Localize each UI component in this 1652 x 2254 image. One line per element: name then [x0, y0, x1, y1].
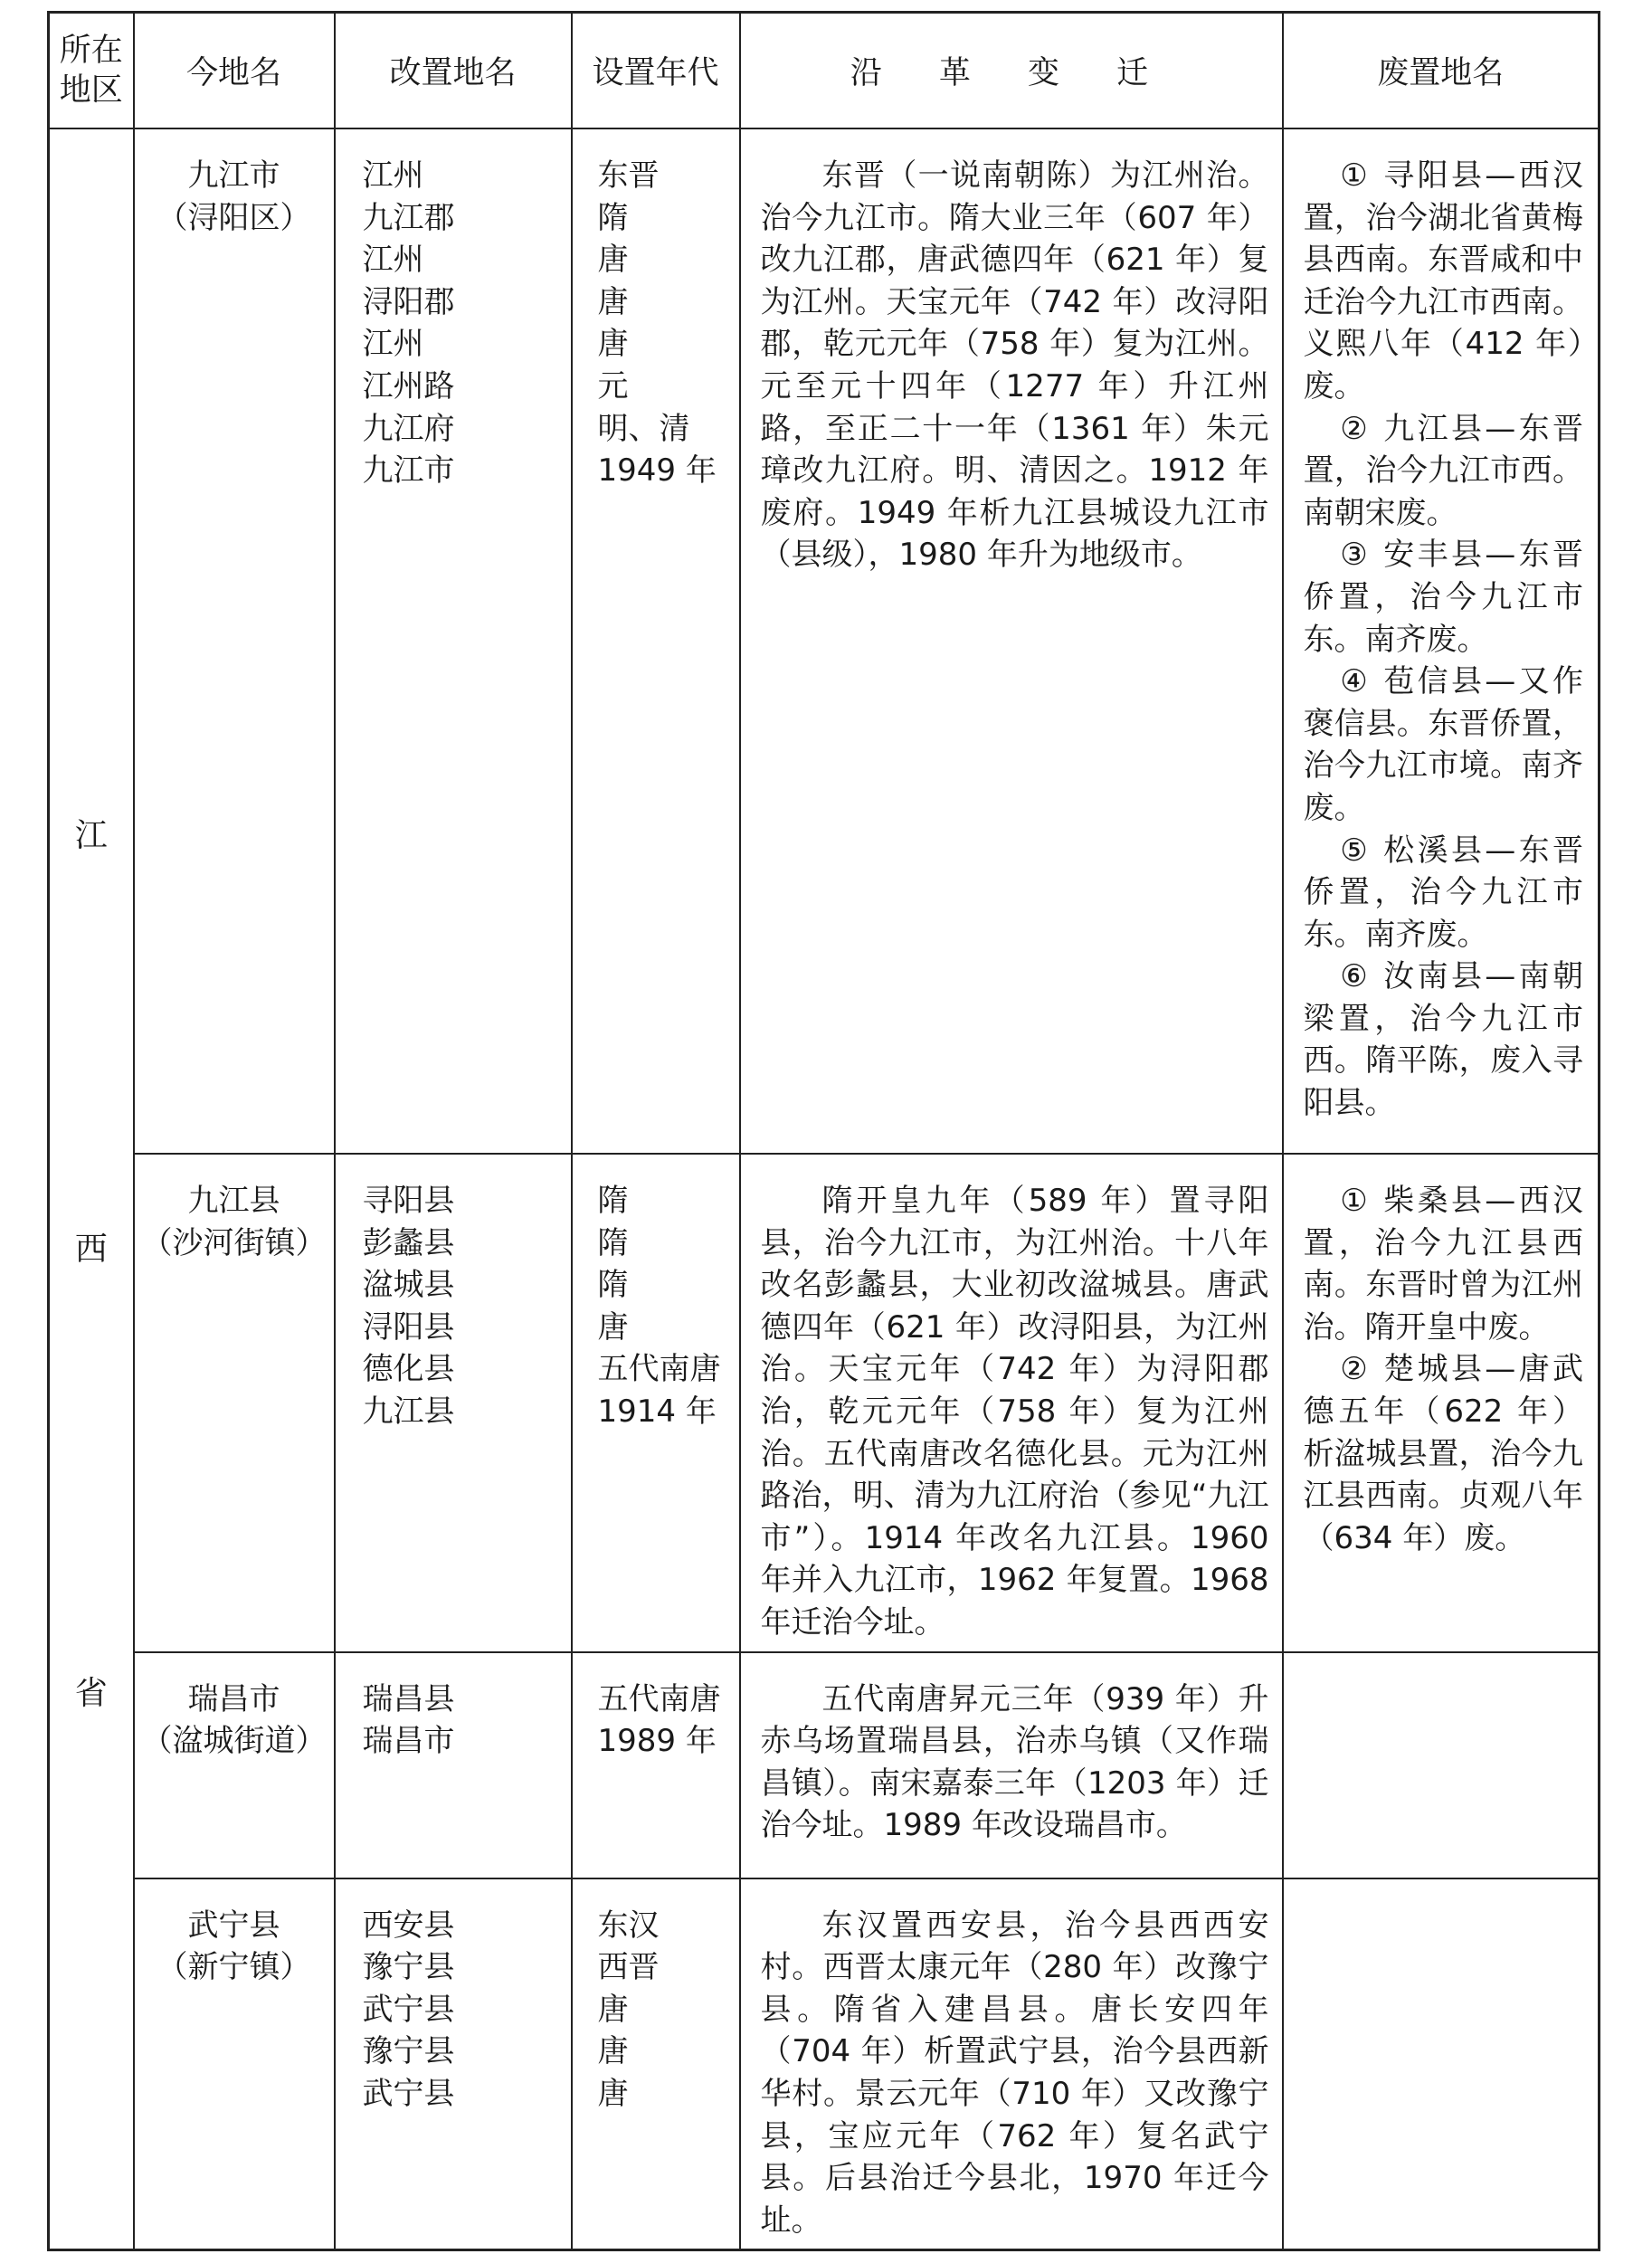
- header-region-line1: 所在: [59, 33, 123, 69]
- current-name-block: [135, 1155, 334, 1271]
- history-text: 东晋（一说南朝陈）为江州治。治今九江市。隋大业三年（607 年）改九江郡，唐武德四年（621 年）复为江州。天宝元年（742 年）改浔阳郡，乾元元年（758 年）复为江州。元至元十四年（1277 年）升江州路，至正二十一年（1361 年）朱元璋改九江府。明、清因之。1912 年废府。1949 年析九江县城设九江市（县级），1980 年升为地级市。: [760, 157, 1269, 574]
- renamed-item: 九江郡: [362, 199, 455, 236]
- era-item: 元: [597, 367, 629, 404]
- history-cell: [740, 1154, 1283, 1652]
- era-item: 唐: [597, 1991, 629, 2028]
- era-item: 五代南唐: [597, 1680, 721, 1717]
- era-item: 唐: [597, 2075, 629, 2112]
- abolished-list: [1284, 1879, 1599, 1912]
- renamed-item: 豫宁县: [362, 2033, 455, 2070]
- era-item: 唐: [597, 242, 629, 279]
- history-text: 东汉置西安县，治今县西西安村。西晋太康元年（280 年）改豫宁县。隋省入建昌县。唐长安四年（704 年）析置武宁县，治今县西新华村。景云元年（710 年）又改豫宁县，宝应元年（762 年）复名武宁县。后县治迁今县北，1970 年迁今址。: [760, 1907, 1269, 2239]
- region-cell: [49, 128, 134, 2250]
- renamed-item: 瑞昌县: [362, 1680, 455, 1717]
- renamed-list: [336, 1155, 571, 1441]
- era-list: [573, 129, 739, 499]
- header-history-text: 沿 革 变 迁: [850, 55, 1173, 91]
- era-item: 唐: [597, 283, 629, 320]
- renamed-item: 江州: [362, 157, 424, 194]
- renamed-item: 瑞昌市: [362, 1723, 455, 1760]
- current-name-block: [135, 129, 334, 246]
- region-char: 省: [74, 1675, 108, 1712]
- renamed-list: [336, 1653, 571, 1770]
- history-text: 隋开皇九年（589 年）置寻阳县，治今九江市，为江州治。十八年改名彭蠡县，大业初改湓城县。唐武德四年（621 年）改浔阳县，为江州治。天宝元年（742 年）为浔阳郡治，乾元元年（758 年）复为江州治。五代南唐改名德化县。元为江州路治，明、清为九江府治（参见“九江市”）。1914 年改名九江县。1960 年并入九江市，1962 年复置。1968 年迁治今址。: [760, 1183, 1269, 1641]
- era-item: 1914 年: [597, 1393, 717, 1430]
- renamed-item: 彭蠡县: [362, 1224, 455, 1261]
- history-block: [741, 129, 1282, 584]
- header-row: [49, 13, 1600, 129]
- era-item: 唐: [597, 2033, 629, 2070]
- abolished-item: ③ 安丰县—东晋侨置，治今九江市东。南齐废。: [1303, 537, 1583, 658]
- renamed-item: 武宁县: [362, 2075, 455, 2112]
- renamed-item: 九江市: [362, 452, 455, 490]
- current-name: 武宁县: [187, 1907, 280, 1944]
- abolished-list: [1284, 1653, 1599, 1686]
- era-item: 隋: [597, 1183, 629, 1219]
- era-item: 唐: [597, 1308, 629, 1346]
- era-cell: [572, 1154, 740, 1652]
- renamed-item: 湓城县: [362, 1267, 455, 1304]
- abolished-list: [1284, 1155, 1599, 1566]
- current-name-block: [135, 1879, 334, 1996]
- table-row: [49, 1878, 1600, 2250]
- renamed-item: 武宁县: [362, 1991, 455, 2028]
- abolished-item: ④ 苞信县—又作褒信县。东晋侨置，治今九江市境。南齐废。: [1303, 663, 1583, 826]
- header-current-name: 今地名: [134, 13, 335, 129]
- region-char: 江: [74, 817, 108, 854]
- renamed-item: 江州: [362, 242, 424, 279]
- renamed-item: 九江县: [362, 1393, 455, 1430]
- era-item: 五代南唐: [597, 1351, 721, 1388]
- renamed-item: 德化县: [362, 1351, 455, 1388]
- era-cell: [572, 1652, 740, 1878]
- abolished-item: ② 九江县—东晋置，治今九江市西。南朝宋废。: [1303, 410, 1583, 531]
- gazetteer-table: [47, 11, 1600, 2251]
- renamed-cell: [335, 128, 572, 1154]
- era-item: 1989 年: [597, 1723, 717, 1760]
- region-char: 西: [74, 1231, 108, 1268]
- current-name: 瑞昌市: [187, 1680, 280, 1717]
- renamed-item: 西安县: [362, 1907, 455, 1944]
- current-name-cell: [134, 1154, 335, 1652]
- abolished-cell: [1283, 128, 1600, 1154]
- renamed-cell: [335, 1154, 572, 1652]
- county-seat: （新宁镇）: [157, 1949, 311, 1986]
- era-list: [573, 1879, 739, 2123]
- era-item: 唐: [597, 326, 629, 363]
- header-history: [740, 13, 1283, 129]
- current-name-cell: [134, 128, 335, 1154]
- abolished-item: ① 寻阳县—西汉置，治今湖北省黄梅县西南。东晋咸和中迁治今九江市西南。义熙八年（412 年）废。: [1303, 157, 1583, 404]
- county-seat: （沙河街镇）: [141, 1224, 327, 1261]
- renamed-list: [336, 1879, 571, 2123]
- current-name: 九江县: [187, 1183, 280, 1219]
- table-row: [49, 128, 1600, 1154]
- abolished-cell: [1283, 1652, 1600, 1878]
- header-abolished: 废置地名: [1283, 13, 1600, 129]
- current-name: 九江市: [187, 157, 280, 194]
- county-seat: （湓城街道）: [141, 1723, 327, 1760]
- renamed-item: 豫宁县: [362, 1949, 455, 1986]
- header-region-line2: 地区: [59, 72, 123, 109]
- history-block: [741, 1155, 1282, 1651]
- renamed-item: 寻阳县: [362, 1183, 455, 1219]
- renamed-cell: [335, 1652, 572, 1878]
- era-item: 东晋: [597, 157, 660, 194]
- abolished-cell: [1283, 1878, 1600, 2250]
- history-cell: [740, 1878, 1283, 2250]
- era-item: 隋: [597, 199, 629, 236]
- abolished-item: ⑥ 汝南县—南朝梁置，治今九江市西。隋平陈，废入寻阳县。: [1303, 958, 1583, 1122]
- era-list: [573, 1155, 739, 1441]
- history-cell: [740, 128, 1283, 1154]
- county-seat: （浔阳区）: [157, 199, 311, 236]
- era-item: 西晋: [597, 1949, 660, 1986]
- renamed-list: [336, 129, 571, 499]
- abolished-item: ① 柴桑县—西汉置，治今九江县西南。东晋时曾为江州治。隋开皇中废。: [1303, 1183, 1583, 1346]
- era-list: [573, 1653, 739, 1770]
- history-text: 五代南唐昇元三年（939 年）升赤乌场置瑞昌县，治赤乌镇（又作瑞昌镇）。南宋嘉泰三年（1203 年）迁治今址。1989 年改设瑞昌市。: [760, 1680, 1269, 1844]
- abolished-item: ② 楚城县—唐武德五年（622 年）析湓城县置，治今九江县西南。贞观八年（634 年）废。: [1303, 1351, 1583, 1556]
- header-renamed: 改置地名: [335, 13, 572, 129]
- renamed-item: 江州: [362, 326, 424, 363]
- header-era: 设置年代: [572, 13, 740, 129]
- table-row: [49, 1652, 1600, 1878]
- renamed-item: 江州路: [362, 367, 455, 404]
- abolished-list: [1284, 129, 1599, 1132]
- era-cell: [572, 1878, 740, 2250]
- era-item: 隋: [597, 1267, 629, 1304]
- era-item: 1949 年: [597, 452, 717, 490]
- renamed-cell: [335, 1878, 572, 2250]
- era-item: 隋: [597, 1224, 629, 1261]
- era-item: 东汉: [597, 1907, 660, 1944]
- abolished-cell: [1283, 1154, 1600, 1652]
- current-name-block: [135, 1653, 334, 1770]
- header-region: [49, 13, 134, 129]
- renamed-item: 浔阳郡: [362, 283, 455, 320]
- renamed-item: 浔阳县: [362, 1308, 455, 1346]
- era-cell: [572, 128, 740, 1154]
- renamed-item: 九江府: [362, 410, 455, 447]
- current-name-cell: [134, 1652, 335, 1878]
- table-row: [49, 1154, 1600, 1652]
- current-name-cell: [134, 1878, 335, 2250]
- era-item: 明、清: [597, 410, 690, 447]
- history-cell: [740, 1652, 1283, 1878]
- abolished-item: ⑤ 松溪县—东晋侨置，治今九江市东。南齐废。: [1303, 832, 1583, 953]
- history-block: [741, 1653, 1282, 1854]
- history-block: [741, 1879, 1282, 2249]
